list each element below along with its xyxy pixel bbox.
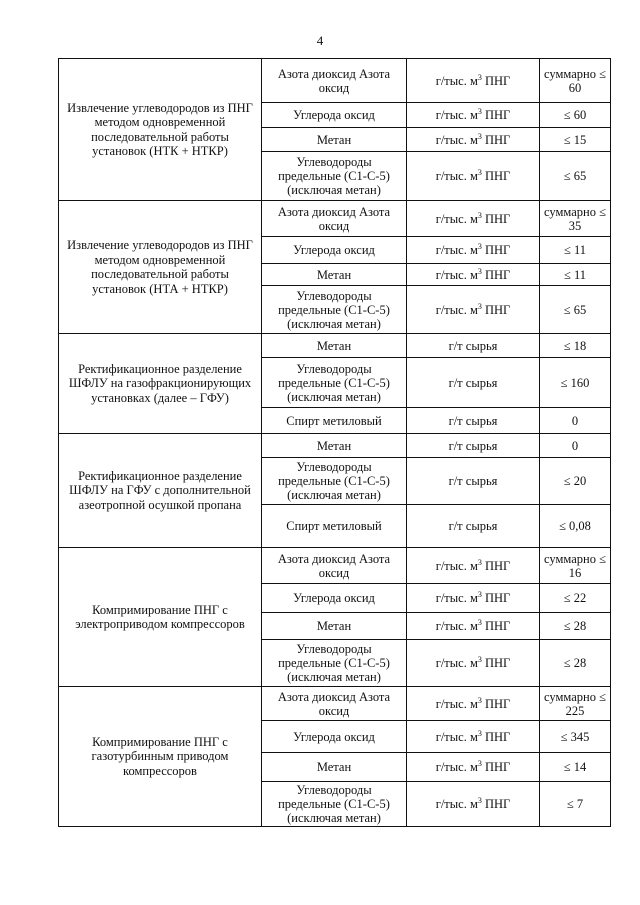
substance-cell: Углеводороды предельные (С1-С-5) (исключая метан) — [262, 640, 407, 687]
unit-text: г/тыс. м — [435, 243, 478, 257]
norm-cell: суммарно ≤ 225 — [540, 687, 611, 721]
emissions-table — [58, 58, 611, 827]
substance-cell: Углерода оксид — [262, 237, 407, 264]
unit-suffix: ПНГ — [481, 760, 511, 774]
unit-suffix: ПНГ — [481, 211, 511, 226]
unit-text: г/т сырья — [448, 474, 498, 488]
unit-suffix: ПНГ — [481, 619, 511, 633]
unit-suffix: ПНГ — [481, 169, 511, 183]
unit-text: г/т сырья — [448, 519, 498, 533]
unit-text: г/тыс. м — [435, 169, 478, 183]
unit-cell — [407, 59, 540, 103]
norm-cell: ≤ 7 — [540, 782, 611, 827]
unit-cell — [407, 458, 540, 505]
substance-cell: Углерода оксид — [262, 721, 407, 753]
unit-text: г/т сырья — [448, 413, 498, 428]
norm-cell: ≤ 65 — [540, 152, 611, 201]
norm-cell: ≤ 11 — [540, 264, 611, 286]
unit-text: г/т сырья — [448, 338, 498, 353]
norm-cell: ≤ 65 — [540, 286, 611, 334]
norm-cell: 0 — [540, 408, 611, 434]
substance-cell: Азота диоксид Азота оксид — [262, 59, 407, 103]
unit-text: г/тыс. м — [435, 267, 478, 282]
substance-cell: Метан — [262, 753, 407, 782]
unit-cell — [407, 286, 540, 334]
unit-cell — [407, 128, 540, 152]
unit-text: г/тыс. м — [435, 696, 478, 711]
substance-cell: Углеводороды предельные (С1-С-5) (исключая метан) — [262, 358, 407, 408]
unit-superscript: 3 — [477, 131, 482, 141]
unit-superscript: 3 — [477, 759, 482, 768]
unit-cell — [407, 721, 540, 753]
unit-cell — [407, 264, 540, 286]
unit-text: г/тыс. м — [435, 132, 478, 147]
unit-suffix: ПНГ — [481, 558, 511, 573]
unit-suffix: ПНГ — [481, 73, 511, 88]
unit-cell — [407, 201, 540, 237]
table-row — [59, 434, 611, 458]
page-number: 4 — [316, 33, 324, 48]
unit-superscript: 3 — [477, 695, 482, 705]
unit-text: г/тыс. м — [435, 619, 478, 633]
unit-text: г/тыс. м — [435, 656, 478, 670]
unit-cell — [407, 434, 540, 458]
norm-cell: ≤ 160 — [540, 358, 611, 408]
substance-cell: Спирт метиловый — [262, 505, 407, 548]
unit-cell — [407, 237, 540, 264]
unit-cell — [407, 584, 540, 613]
unit-suffix: ПНГ — [481, 132, 511, 147]
unit-cell — [407, 505, 540, 548]
norm-cell: 0 — [540, 434, 611, 458]
substance-cell: Спирт метиловый — [262, 408, 407, 434]
unit-text: г/т сырья — [448, 375, 498, 390]
unit-suffix: ПНГ — [481, 302, 511, 317]
unit-cell — [407, 687, 540, 721]
unit-superscript: 3 — [477, 72, 482, 82]
norm-cell: ≤ 0,08 — [540, 505, 611, 548]
substance-cell: Углерода оксид — [262, 103, 407, 128]
unit-superscript: 3 — [477, 728, 482, 738]
substance-cell: Углеводороды предельные (С1-С-5) (исключая метан) — [262, 286, 407, 334]
unit-cell — [407, 753, 540, 782]
unit-suffix: ПНГ — [481, 591, 511, 605]
unit-text: г/тыс. м — [435, 302, 478, 317]
unit-superscript: 3 — [477, 210, 482, 220]
process-name-cell: Компримирование ПНГ с электроприводом компрессоров — [59, 548, 262, 687]
unit-cell — [407, 152, 540, 201]
unit-superscript: 3 — [477, 557, 482, 567]
norm-cell: суммарно ≤ 16 — [540, 548, 611, 584]
unit-text: г/тыс. м — [435, 760, 478, 774]
process-name-cell: Ректификационное разделение ШФЛУ на ГФУ с дополнительной азеотропной осушкой пропана — [59, 434, 262, 548]
unit-text: г/т сырья — [448, 438, 498, 453]
norm-cell: ≤ 11 — [540, 237, 611, 264]
process-name-cell: Ректификационное разделение ШФЛУ на газофракционирующих установках (далее – ГФУ) — [59, 334, 262, 434]
unit-cell — [407, 640, 540, 687]
norm-cell: ≤ 14 — [540, 753, 611, 782]
unit-cell — [407, 358, 540, 408]
norm-cell: ≤ 345 — [540, 721, 611, 753]
table-row — [59, 334, 611, 358]
table-row — [59, 59, 611, 103]
substance-cell: Углеводороды предельные (С1-С-5) (исключая метан) — [262, 782, 407, 827]
norm-cell: ≤ 28 — [540, 613, 611, 640]
unit-superscript: 3 — [477, 168, 482, 177]
norm-cell: суммарно ≤ 60 — [540, 59, 611, 103]
substance-cell: Метан — [262, 334, 407, 358]
table-row — [59, 201, 611, 237]
unit-cell — [407, 334, 540, 358]
unit-suffix: ПНГ — [481, 243, 511, 257]
table-row — [59, 687, 611, 721]
unit-cell — [407, 613, 540, 640]
unit-cell — [407, 548, 540, 584]
substance-cell: Азота диоксид Азота оксид — [262, 201, 407, 237]
unit-cell — [407, 103, 540, 128]
unit-superscript: 3 — [477, 242, 482, 251]
unit-suffix: ПНГ — [481, 729, 511, 744]
process-name-cell: Компримирование ПНГ с газотурбинным приводом компрессоров — [59, 687, 262, 827]
substance-cell: Азота диоксид Азота оксид — [262, 687, 407, 721]
process-name-cell: Извлечение углеводородов из ПНГ методом одновременной последовательной работы установок (НТК + НТКР) — [59, 59, 262, 201]
norm-cell: ≤ 28 — [540, 640, 611, 687]
unit-superscript: 3 — [477, 655, 482, 664]
norm-cell: ≤ 60 — [540, 103, 611, 128]
unit-suffix: ПНГ — [481, 108, 511, 122]
unit-superscript: 3 — [477, 107, 482, 116]
unit-text: г/тыс. м — [435, 729, 478, 744]
unit-text: г/тыс. м — [435, 558, 478, 573]
unit-suffix: ПНГ — [481, 797, 511, 811]
norm-cell: ≤ 15 — [540, 128, 611, 152]
substance-cell: Метан — [262, 434, 407, 458]
norm-cell: ≤ 18 — [540, 334, 611, 358]
norm-cell: ≤ 20 — [540, 458, 611, 505]
unit-text: г/тыс. м — [435, 211, 478, 226]
unit-suffix: ПНГ — [481, 267, 511, 282]
unit-superscript: 3 — [477, 590, 482, 599]
table-row — [59, 548, 611, 584]
unit-cell — [407, 782, 540, 827]
unit-text: г/тыс. м — [435, 797, 478, 811]
unit-cell — [407, 408, 540, 434]
unit-suffix: ПНГ — [481, 696, 511, 711]
substance-cell: Углерода оксид — [262, 584, 407, 613]
unit-text: г/тыс. м — [435, 73, 478, 88]
substance-cell: Метан — [262, 128, 407, 152]
norm-cell: ≤ 22 — [540, 584, 611, 613]
unit-superscript: 3 — [477, 796, 482, 805]
substance-cell: Метан — [262, 264, 407, 286]
process-name-cell: Извлечение углеводородов из ПНГ методом одновременной последовательной работы установок (НТА + НТКР) — [59, 201, 262, 334]
substance-cell: Азота диоксид Азота оксид — [262, 548, 407, 584]
unit-text: г/тыс. м — [435, 108, 478, 122]
unit-suffix: ПНГ — [481, 656, 511, 670]
norm-cell: суммарно ≤ 35 — [540, 201, 611, 237]
unit-superscript: 3 — [477, 266, 482, 276]
table-body — [59, 59, 611, 827]
substance-cell: Углеводороды предельные (С1-С-5) (исключая метан) — [262, 458, 407, 505]
unit-superscript: 3 — [477, 618, 482, 627]
substance-cell: Углеводороды предельные (С1-С-5) (исключая метан) — [262, 152, 407, 201]
unit-superscript: 3 — [477, 301, 482, 311]
substance-cell: Метан — [262, 613, 407, 640]
unit-text: г/тыс. м — [435, 591, 478, 605]
